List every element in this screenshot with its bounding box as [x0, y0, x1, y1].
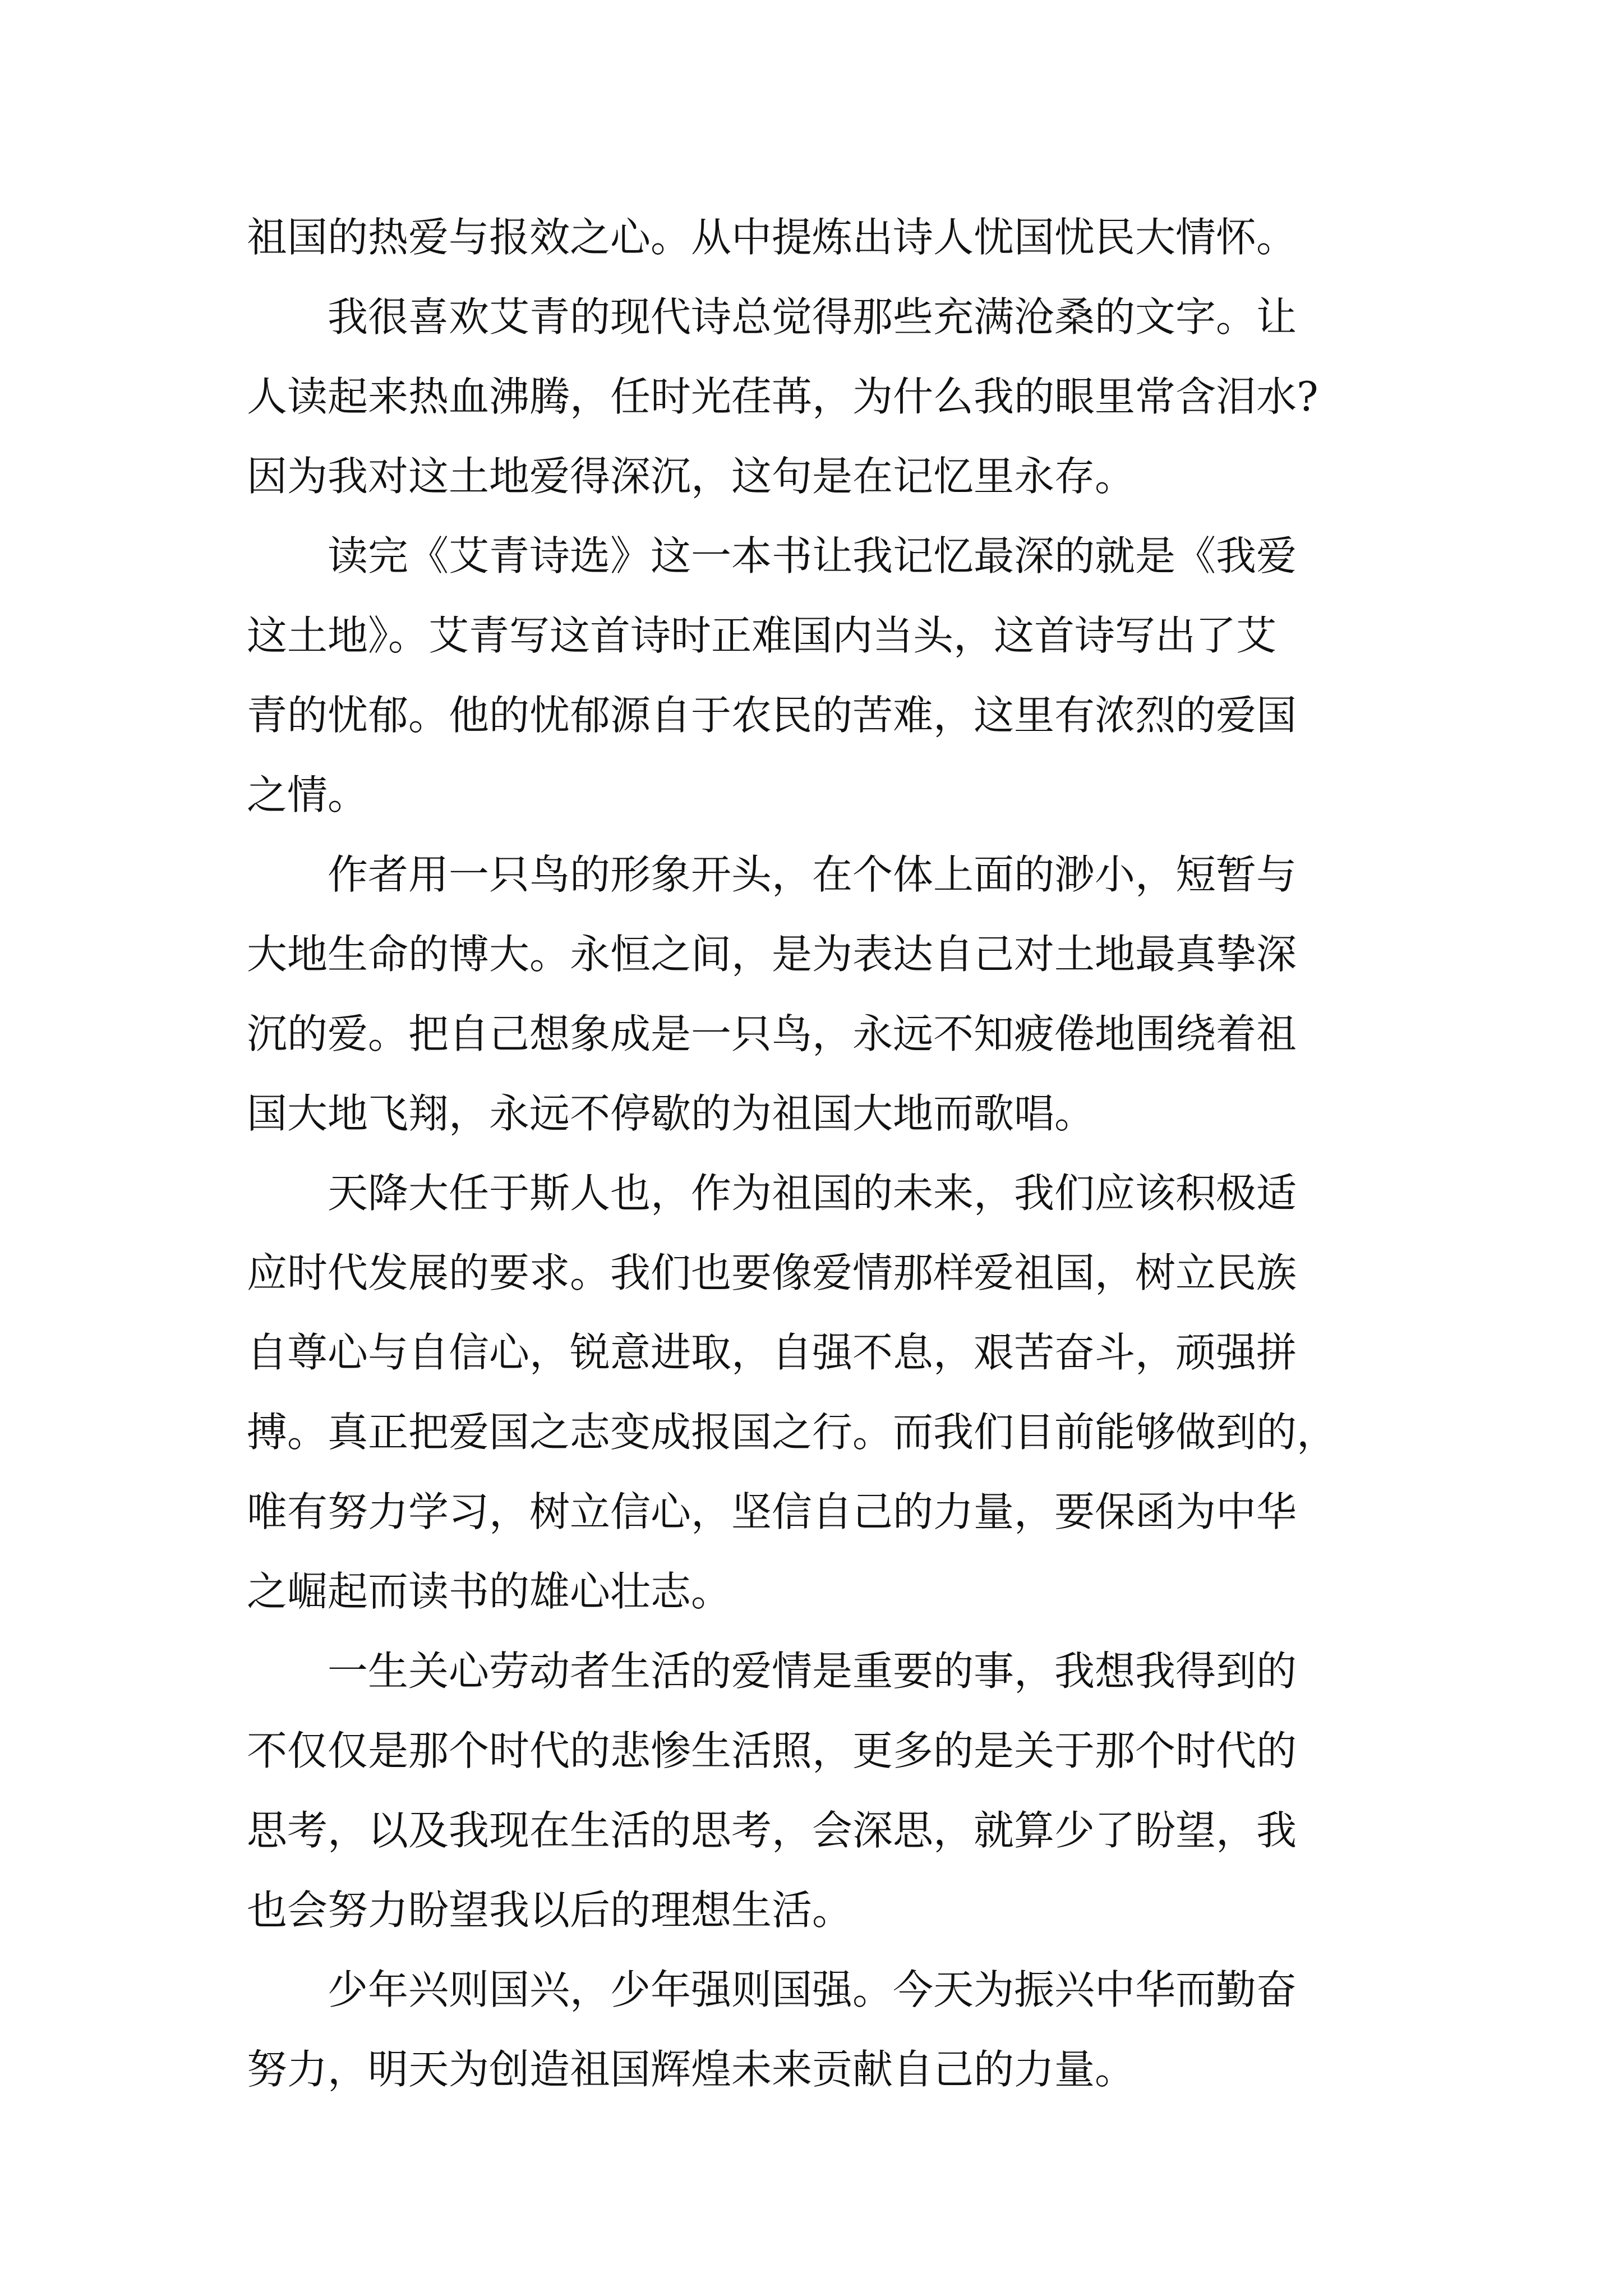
text-line: 祖国的热爱与报效之心。从中提炼出诗人忧国忧民大情怀。	[247, 214, 1297, 261]
text-line: 我很喜欢艾青的现代诗总觉得那些充满沧桑的文字。让	[328, 293, 1297, 341]
text-line: 不仅仅是那个时代的悲惨生活照，更多的是关于那个时代的	[247, 1727, 1297, 1774]
text-line: 青的忧郁。他的忧郁源自于农民的苦难，这里有浓烈的爱国	[247, 692, 1297, 739]
essay-body	[247, 197, 1396, 2109]
text-line: 因为我对这土地爱得深沉，这句是在记忆里永存。	[247, 453, 1136, 500]
text-line: 天降大任于斯人也，作为祖国的未来，我们应该积极适	[328, 1170, 1297, 1217]
text-line: 读完《艾青诗选》这一本书让我记忆最深的就是《我爱	[328, 532, 1297, 579]
text-line: 少年兴则国兴，少年强则国强。今天为振兴中华而勤奋	[328, 1966, 1297, 2013]
text-line: 国大地飞翔，永远不停歇的为祖国大地而歌唱。	[247, 1090, 1095, 1137]
text-line: 之情。	[247, 771, 368, 818]
text-line: 唯有努力学习，树立信心，坚信自己的力量，要保函为中华	[247, 1488, 1297, 1535]
text-line: 之崛起而读书的雄心壮志。	[247, 1568, 732, 1615]
text-line: 自尊心与自信心，锐意进取，自强不息，艰苦奋斗，顽强拼	[247, 1329, 1297, 1376]
text-line: 努力，明天为创造祖国辉煌未来贡献自己的力量。	[247, 2046, 1136, 2093]
text-line: 作者用一只鸟的形象开头，在个体上面的渺小，短暂与	[328, 851, 1297, 898]
text-line: 一生关心劳动者生活的爱情是重要的事，我想我得到的	[328, 1648, 1297, 1695]
text-line: 人读起来热血沸腾，任时光荏苒，为什么我的眼里常含泪水?	[247, 373, 1318, 420]
text-line: 沉的爱。把自己想象成是一只鸟，永远不知疲倦地围绕着祖	[247, 1010, 1297, 1057]
text-line: 这土地》。艾青写这首诗时正难国内当头，这首诗写出了艾	[247, 612, 1277, 659]
text-line: 应时代发展的要求。我们也要像爱情那样爱祖国，树立民族	[247, 1249, 1297, 1296]
text-line: 大地生命的博大。永恒之间，是为表达自己对土地最真挚深	[247, 931, 1297, 978]
text-line: 搏。真正把爱国之志变成报国之行。而我们目前能够做到的，	[247, 1409, 1338, 1456]
text-line: 思考，以及我现在生活的思考，会深思，就算少了盼望，我	[247, 1807, 1297, 1854]
text-line: 也会努力盼望我以后的理想生活。	[247, 1887, 853, 1934]
